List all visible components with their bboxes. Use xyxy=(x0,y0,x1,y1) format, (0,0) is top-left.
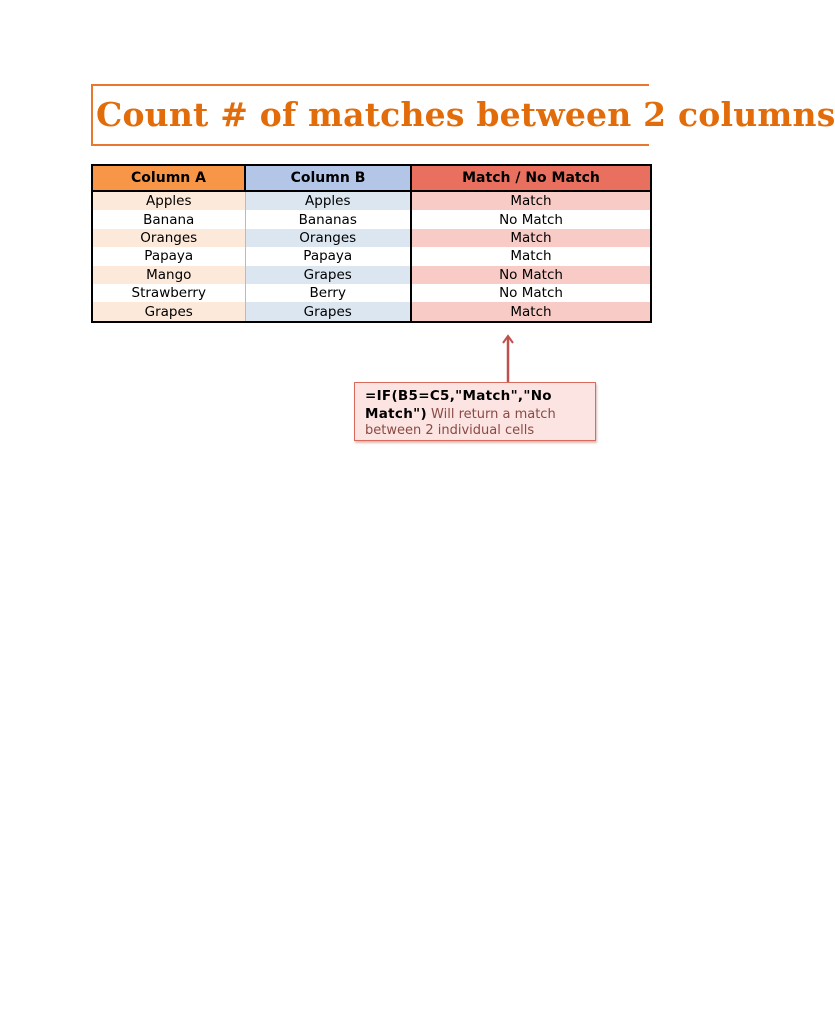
cell-match[interactable]: Match xyxy=(411,229,651,247)
cell-column-a[interactable]: Grapes xyxy=(92,302,245,321)
table-row xyxy=(92,229,651,247)
cell-column-a[interactable]: Banana xyxy=(92,210,245,228)
callout-text: Will return a match between 2 individual cells xyxy=(365,406,556,438)
formula-callout xyxy=(354,382,596,441)
table-row xyxy=(92,302,651,321)
callout-formula: =IF(B5=C5,"Match","No Match") xyxy=(365,388,552,422)
page-title: Count # of matches between 2 columns xyxy=(96,95,835,134)
cell-column-b[interactable]: Apples xyxy=(245,191,411,210)
table-row xyxy=(92,284,651,302)
cell-column-b[interactable]: Grapes xyxy=(245,302,411,321)
cell-column-a[interactable]: Strawberry xyxy=(92,284,245,302)
header-column-a[interactable]: Column A xyxy=(92,165,245,191)
header-column-b[interactable]: Column B xyxy=(245,165,411,191)
cell-match[interactable]: Match xyxy=(411,247,651,265)
cell-match[interactable]: No Match xyxy=(411,210,651,228)
cell-column-b[interactable]: Berry xyxy=(245,284,411,302)
cell-column-a[interactable]: Papaya xyxy=(92,247,245,265)
arrow-up-icon xyxy=(498,333,518,385)
table-row xyxy=(92,247,651,265)
table-row xyxy=(92,266,651,284)
table-row xyxy=(92,210,651,228)
table-row xyxy=(92,191,651,210)
cell-column-a[interactable]: Oranges xyxy=(92,229,245,247)
cell-column-b[interactable]: Bananas xyxy=(245,210,411,228)
match-table xyxy=(91,164,652,323)
title-box xyxy=(91,84,835,146)
header-row xyxy=(92,165,651,191)
cell-match[interactable]: No Match xyxy=(411,266,651,284)
cell-match[interactable]: No Match xyxy=(411,284,651,302)
cell-column-b[interactable]: Oranges xyxy=(245,229,411,247)
cell-match[interactable]: Match xyxy=(411,302,651,321)
cell-match[interactable]: Match xyxy=(411,191,651,210)
cell-column-a[interactable]: Apples xyxy=(92,191,245,210)
cell-column-b[interactable]: Papaya xyxy=(245,247,411,265)
header-match[interactable]: Match / No Match xyxy=(411,165,651,191)
cell-column-a[interactable]: Mango xyxy=(92,266,245,284)
cell-column-b[interactable]: Grapes xyxy=(245,266,411,284)
